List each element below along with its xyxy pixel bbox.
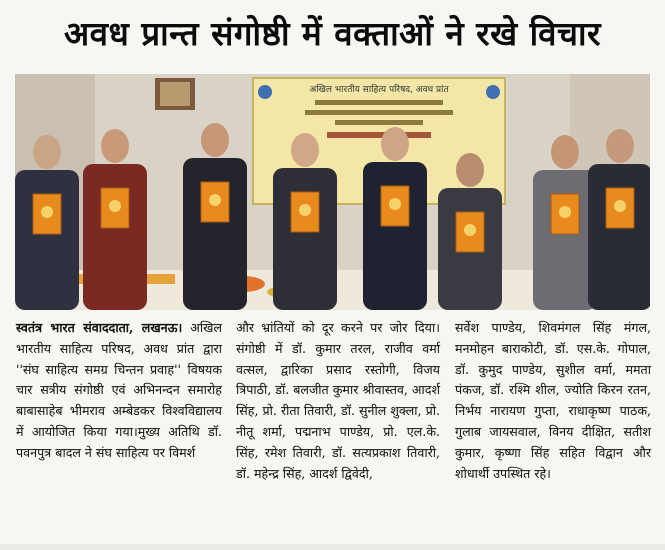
book-emblem: [389, 198, 401, 210]
article-column-2: और भ्रांतियों को दूर करने पर जोर दिया। संगोष्ठी में डॉ. कुमार तरल, राजीव वर्मा वत्सल, द्वारिका प्रसाद रस्तोगी, विजय त्रिपाठी, डॉ. बलजीत कुमार श्रीवास्तव, आदर्श सिंह, प्रो. रीता तिवारी, डॉ. सुनील शुक्ला, प्रो. नीतू शर्मा, पद्मनाभ पाण्डेय, प्रो. एल.के. सिंह, रमेश तिवारी, डॉ. सत्यप्रकाश तिवारी, डॉ. महेन्द्र सिंह, आदर्श द्विवेदी,: [236, 320, 441, 481]
person-head: [201, 123, 229, 157]
news-photo: [15, 74, 650, 310]
book-emblem: [464, 224, 476, 236]
article-text-1: अखिल भारतीय साहित्य परिषद, अवध प्रांत द्वारा ''संघ साहित्य समग्र चिन्तन प्रवाह'' विषयक चार सत्रीय संगोष्ठी एवं अभिनन्दन समारोह बाबासाहेब भीमराव अम्बेडकर विश्वविद्यालय में आयोजित किया गया।मुख्य अतिथि डॉ. पवनपुत्र बादल ने संघ साहित्य पर विमर्श: [16, 320, 222, 460]
book-emblem: [209, 194, 221, 206]
article-column-3: सर्वेश पाण्डेय, शिवमंगल सिंह मंगल, मनमोहन बाराकोटी, डॉ. एस.के. गोपाल, डॉ. कुमुद पाण्डेय, सुशील वर्मा, ममता पंकज, डॉ. रश्मि शील, ज्योति किरन रतन, निर्भय नारायण गुप्ता, राधाकृष्ण पाठक, गुलाब जायसवाल, विनय दीक्षित, सतीश कुमार, कृष्णा सिंह सहित विद्वान और शोधार्थी उपस्थित रहे।: [455, 320, 651, 481]
book-emblem: [559, 206, 571, 218]
dateline: स्वतंत्र भारत संवाददाता, लखनऊ।: [16, 320, 183, 335]
person-head: [291, 133, 319, 167]
person-body: [363, 162, 427, 310]
book-emblem: [299, 204, 311, 216]
person-head: [606, 129, 634, 163]
person-head: [101, 129, 129, 163]
book-emblem: [41, 206, 53, 218]
person-head: [381, 127, 409, 161]
person-body: [15, 170, 79, 310]
person-body: [273, 168, 337, 310]
book-emblem: [109, 200, 121, 212]
headline: अवध प्रान्त संगोष्ठी में वक्ताओं ने रखे विचार: [63, 14, 602, 53]
photo-illustration: [15, 74, 650, 310]
banner-title: अखिल भारतीय साहित्य परिषद, अवध प्रांत: [309, 85, 449, 95]
person-head: [551, 135, 579, 169]
book-emblem: [614, 200, 626, 212]
article-column-1: [16, 318, 222, 464]
page-bottom-strip: [0, 544, 665, 550]
person-head: [456, 153, 484, 187]
person-body: [183, 158, 247, 310]
person-body: [533, 170, 597, 310]
person-body: [83, 164, 147, 310]
person-head: [33, 135, 61, 169]
person-body: [588, 164, 650, 310]
